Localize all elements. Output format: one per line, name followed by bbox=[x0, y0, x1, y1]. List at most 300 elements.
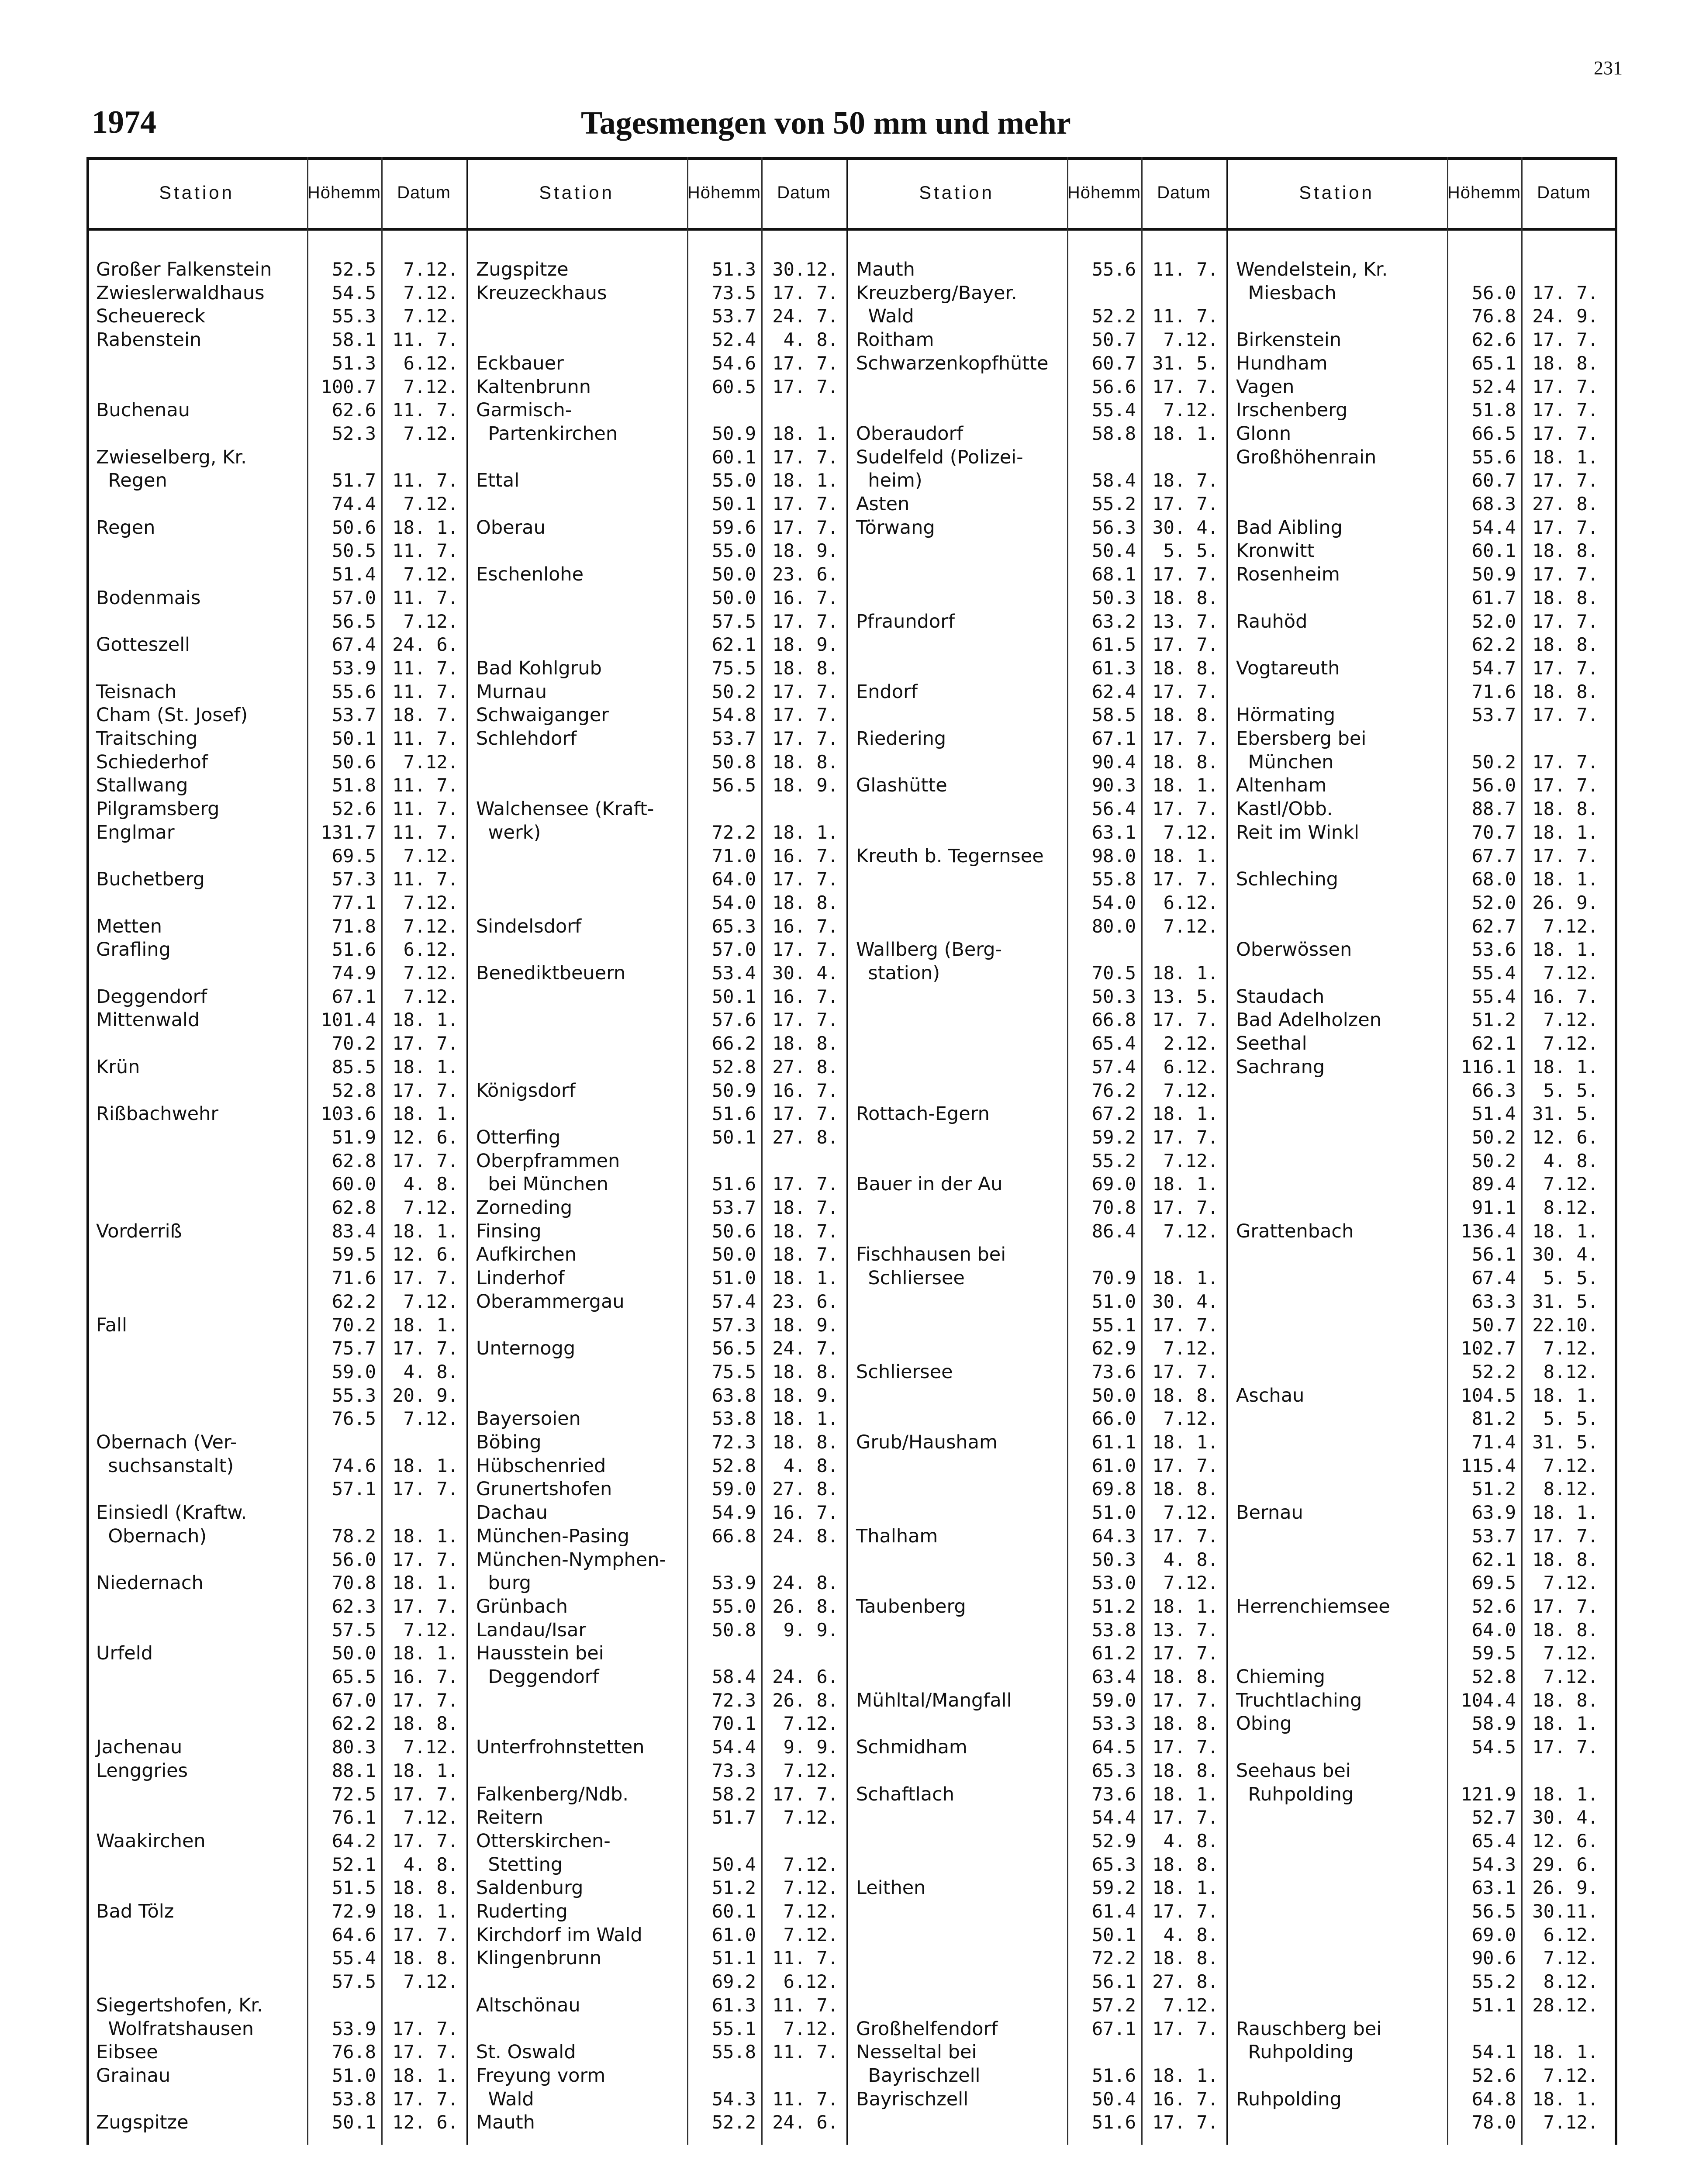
amount-mm: 68.0 bbox=[1471, 868, 1516, 890]
date: 7.12. bbox=[1163, 1150, 1219, 1171]
table-row bbox=[466, 469, 846, 492]
table-row bbox=[86, 985, 466, 1009]
header-station: Station bbox=[1299, 182, 1374, 203]
amount-mm: 62.1 bbox=[1471, 1548, 1516, 1570]
amount-mm: 58.4 bbox=[1091, 470, 1136, 491]
amount-mm: 77.1 bbox=[332, 892, 376, 913]
station-name: Aufkirchen bbox=[476, 1244, 577, 1266]
amount-mm: 136.4 bbox=[1461, 1220, 1516, 1242]
amount-mm: 81.2 bbox=[1471, 1408, 1516, 1430]
table-row bbox=[466, 1149, 846, 1173]
table-row bbox=[86, 1266, 466, 1290]
amount-mm: 69.0 bbox=[1471, 1924, 1516, 1946]
station-name: Oberaudorf bbox=[856, 422, 963, 445]
date: 7.12. bbox=[403, 493, 459, 515]
amount-mm: 73.6 bbox=[1091, 1783, 1136, 1805]
date: 11. 7. bbox=[392, 821, 459, 843]
amount-mm: 50.0 bbox=[711, 563, 756, 585]
table-row bbox=[86, 398, 466, 422]
amount-mm: 52.3 bbox=[332, 422, 376, 444]
date: 5. 5. bbox=[1543, 1267, 1599, 1289]
amount-mm: 53.9 bbox=[332, 657, 376, 679]
table-row bbox=[846, 1946, 1226, 1970]
table-row bbox=[86, 1079, 466, 1102]
table-row bbox=[1226, 891, 1606, 915]
table-row bbox=[466, 563, 846, 586]
amount-mm: 54.4 bbox=[1471, 516, 1516, 538]
date: 29. 6. bbox=[1532, 1853, 1599, 1875]
station-name: Linderhof bbox=[476, 1267, 565, 1289]
table-row bbox=[86, 1665, 466, 1689]
date: 7.12. bbox=[1163, 1220, 1219, 1242]
date: 7.12. bbox=[783, 1901, 839, 1922]
table-row bbox=[86, 1618, 466, 1642]
header-hoehe bbox=[1067, 157, 1141, 228]
table-row bbox=[1226, 1220, 1606, 1243]
date: 17. 7. bbox=[392, 1337, 459, 1359]
amount-mm: 71.0 bbox=[711, 845, 756, 867]
amount-mm: 70.2 bbox=[332, 1314, 376, 1336]
date: 18. 1. bbox=[392, 1759, 459, 1781]
station-name: Mühltal/Mangfall bbox=[856, 1689, 1012, 1711]
date: 18. 1. bbox=[1152, 1877, 1219, 1899]
station-name: Murnau bbox=[476, 681, 547, 703]
amount-mm: 59.0 bbox=[711, 1478, 756, 1500]
table-row bbox=[1226, 1595, 1606, 1618]
table-row bbox=[1226, 1079, 1606, 1102]
amount-mm: 66.5 bbox=[1471, 422, 1516, 444]
table-row bbox=[466, 258, 846, 281]
date: 18. 8. bbox=[1152, 1384, 1219, 1406]
table-row bbox=[846, 375, 1226, 399]
station-name: Böbing bbox=[476, 1431, 542, 1453]
station-name: Bauer in der Au bbox=[856, 1173, 1003, 1196]
amount-mm: 71.8 bbox=[332, 915, 376, 937]
date: 11. 7. bbox=[392, 774, 459, 796]
station-name: Leithen bbox=[856, 1877, 926, 1899]
table-row bbox=[466, 1008, 846, 1032]
table-row bbox=[86, 1900, 466, 1923]
table-row bbox=[846, 1853, 1226, 1876]
date: 18. 1. bbox=[1532, 1220, 1599, 1242]
date: 18. 8. bbox=[1152, 657, 1219, 679]
amount-mm: 62.2 bbox=[1471, 634, 1516, 656]
date: 22.10. bbox=[1532, 1314, 1599, 1336]
amount-mm: 51.8 bbox=[1471, 399, 1516, 421]
station-name: Regen bbox=[96, 516, 155, 539]
amount-mm: 51.6 bbox=[711, 1103, 756, 1125]
table-row bbox=[1226, 985, 1606, 1009]
amount-mm: 85.5 bbox=[332, 1056, 376, 1078]
date: 7.12. bbox=[1543, 2064, 1599, 2086]
date: 17. 7. bbox=[772, 681, 839, 702]
station-name: Truchtlaching bbox=[1236, 1689, 1362, 1711]
amount-mm: 65.4 bbox=[1091, 1033, 1136, 1054]
table-row bbox=[466, 422, 846, 446]
amount-mm: 59.6 bbox=[711, 516, 756, 538]
station-name: Zugspitze bbox=[476, 259, 569, 280]
date: 7.12. bbox=[403, 845, 459, 867]
table-row bbox=[86, 657, 466, 680]
amount-mm: 56.5 bbox=[1471, 1901, 1516, 1922]
amount-mm: 60.5 bbox=[711, 376, 756, 397]
table-row bbox=[846, 328, 1226, 352]
table-row bbox=[846, 1384, 1226, 1407]
amount-mm: 65.4 bbox=[1471, 1830, 1516, 1852]
station-name: Thalham bbox=[856, 1525, 938, 1547]
amount-mm: 70.8 bbox=[332, 1572, 376, 1594]
table-row bbox=[86, 539, 466, 563]
date: 18. 8. bbox=[392, 1713, 459, 1735]
table-row bbox=[1226, 1548, 1606, 1572]
table-row bbox=[1226, 1149, 1606, 1173]
date: 17. 7. bbox=[392, 1267, 459, 1289]
amount-mm: 51.6 bbox=[711, 1173, 756, 1195]
station-name: Zwieslerwaldhaus bbox=[96, 282, 265, 304]
station-name: Deggendorf bbox=[96, 985, 207, 1008]
date: 17. 7. bbox=[1532, 563, 1599, 585]
station-name: Schliersee bbox=[856, 1361, 953, 1383]
table-row bbox=[846, 1641, 1226, 1665]
amount-mm: 53.7 bbox=[711, 1197, 756, 1218]
date: 8.12. bbox=[1543, 1971, 1599, 1993]
station-name: Vagen bbox=[1236, 376, 1295, 398]
amount-mm: 59.5 bbox=[332, 1244, 376, 1265]
date: 17. 7. bbox=[772, 868, 839, 890]
amount-mm: 64.6 bbox=[332, 1924, 376, 1946]
table-row bbox=[846, 1759, 1226, 1783]
table-row bbox=[86, 1196, 466, 1220]
amount-mm: 88.7 bbox=[1471, 798, 1516, 820]
table-row bbox=[846, 703, 1226, 727]
date: 2.12. bbox=[1163, 1033, 1219, 1054]
table-row bbox=[846, 961, 1226, 985]
station-name: Buchenau bbox=[96, 399, 190, 422]
amount-mm: 65.3 bbox=[711, 915, 756, 937]
date: 18. 8. bbox=[772, 892, 839, 913]
station-name: Unterfrohnstetten bbox=[476, 1736, 645, 1759]
table-row bbox=[1226, 1641, 1606, 1665]
station-name: Ruhpolding bbox=[1236, 1783, 1354, 1805]
table-row bbox=[86, 304, 466, 328]
amount-mm: 50.0 bbox=[711, 587, 756, 608]
station-name: Reit im Winkl bbox=[1236, 821, 1359, 843]
table-row bbox=[466, 1829, 846, 1853]
station-name: Landau/Isar bbox=[476, 1619, 587, 1641]
date: 17. 7. bbox=[392, 1783, 459, 1805]
amount-mm: 57.1 bbox=[332, 1478, 376, 1500]
table-row bbox=[86, 1172, 466, 1196]
table-row bbox=[86, 610, 466, 633]
date: 17. 7. bbox=[1532, 1525, 1599, 1547]
table-row bbox=[86, 1524, 466, 1548]
date: 27. 8. bbox=[1532, 493, 1599, 515]
amount-mm: 51.4 bbox=[332, 563, 376, 585]
station-name: Otterskirchen- bbox=[476, 1830, 611, 1852]
table-row bbox=[846, 1313, 1226, 1337]
table-row bbox=[466, 398, 846, 422]
table-row bbox=[846, 1008, 1226, 1032]
date: 18. 1. bbox=[392, 1455, 459, 1476]
amount-mm: 60.0 bbox=[332, 1173, 376, 1195]
table-row bbox=[466, 1407, 846, 1431]
date: 7.12. bbox=[783, 1807, 839, 1828]
date: 7.12. bbox=[403, 282, 459, 304]
amount-mm: 64.8 bbox=[1471, 2088, 1516, 2110]
date: 18. 1. bbox=[1532, 868, 1599, 890]
date: 11. 7. bbox=[1152, 259, 1219, 280]
date: 17. 7. bbox=[1532, 1595, 1599, 1617]
table-row bbox=[846, 2087, 1226, 2111]
station-name: Ruhpolding bbox=[1236, 2041, 1354, 2063]
date: 30. 4. bbox=[1532, 1244, 1599, 1265]
date: 11. 7. bbox=[392, 728, 459, 749]
table-row bbox=[1226, 422, 1606, 446]
table-row bbox=[846, 610, 1226, 633]
table-row bbox=[846, 492, 1226, 516]
station-name: Bayrischzell bbox=[856, 2064, 981, 2087]
date: 17. 7. bbox=[1152, 1009, 1219, 1031]
table-row bbox=[466, 2087, 846, 2111]
station-name: Oberpframmen bbox=[476, 1150, 620, 1172]
date: 9. 9. bbox=[783, 1619, 839, 1641]
station-name: München-Pasing bbox=[476, 1525, 629, 1547]
table-row bbox=[1226, 1313, 1606, 1337]
amount-mm: 50.1 bbox=[711, 1126, 756, 1148]
amount-mm: 56.6 bbox=[1091, 376, 1136, 397]
table-row bbox=[1226, 1970, 1606, 1994]
table-row bbox=[846, 867, 1226, 891]
table-row bbox=[86, 1313, 466, 1337]
date: 11. 7. bbox=[392, 329, 459, 351]
amount-mm: 70.2 bbox=[332, 1033, 376, 1054]
date: 24. 6. bbox=[772, 1666, 839, 1687]
date: 16. 7. bbox=[772, 915, 839, 937]
amount-mm: 67.1 bbox=[332, 985, 376, 1007]
table-row bbox=[1226, 1243, 1606, 1266]
date: 7.12. bbox=[783, 1877, 839, 1899]
date: 18. 8. bbox=[1532, 587, 1599, 608]
table-row bbox=[1226, 1055, 1606, 1079]
table-row bbox=[1226, 1126, 1606, 1149]
amount-mm: 55.2 bbox=[1091, 1150, 1136, 1171]
table-row bbox=[846, 516, 1226, 539]
amount-mm: 52.0 bbox=[1471, 610, 1516, 632]
table-row bbox=[846, 1360, 1226, 1384]
date: 30. 4. bbox=[1532, 1807, 1599, 1828]
table-row bbox=[466, 657, 846, 680]
amount-mm: 56.5 bbox=[711, 774, 756, 796]
table-row bbox=[1226, 1735, 1606, 1759]
table-row bbox=[1226, 1689, 1606, 1712]
station-name: Teisnach bbox=[96, 681, 177, 703]
amount-mm: 70.7 bbox=[1471, 821, 1516, 843]
date: 17. 7. bbox=[392, 1830, 459, 1852]
table-row bbox=[846, 633, 1226, 657]
table-row bbox=[86, 633, 466, 657]
date: 6.12. bbox=[783, 1971, 839, 1993]
table-row bbox=[846, 1994, 1226, 2017]
header-station: Station bbox=[919, 182, 995, 203]
station-name: Buchetberg bbox=[96, 868, 205, 891]
station-name: Grainau bbox=[96, 2064, 171, 2087]
table-row bbox=[1226, 1923, 1606, 1947]
station-name: Traitsching bbox=[96, 728, 198, 750]
station-name: Großhelfendorf bbox=[856, 2018, 998, 2040]
table-row bbox=[846, 1806, 1226, 1829]
amount-mm: 55.8 bbox=[1091, 868, 1136, 890]
header-mm-label: mm bbox=[351, 183, 381, 202]
amount-mm: 58.2 bbox=[711, 1783, 756, 1805]
date: 16. 7. bbox=[772, 587, 839, 608]
date: 17. 7. bbox=[772, 704, 839, 726]
date: 18. 8. bbox=[1152, 1478, 1219, 1500]
date: 7.12. bbox=[783, 1713, 839, 1735]
table-row bbox=[1226, 2017, 1606, 2041]
table-row bbox=[466, 375, 846, 399]
table-row bbox=[466, 1735, 846, 1759]
amount-mm: 51.2 bbox=[1091, 1595, 1136, 1617]
station-name: Hausstein bei bbox=[476, 1642, 604, 1665]
amount-mm: 88.1 bbox=[332, 1759, 376, 1781]
amount-mm: 62.8 bbox=[332, 1197, 376, 1218]
station-name: Wald bbox=[476, 2088, 534, 2110]
date: 18. 7. bbox=[392, 704, 459, 726]
date: 17. 7. bbox=[1152, 1455, 1219, 1476]
table-row bbox=[1226, 938, 1606, 961]
station-name: Bad Kohlgrub bbox=[476, 657, 602, 679]
table-row bbox=[846, 1524, 1226, 1548]
date: 28.12. bbox=[1532, 1994, 1599, 2016]
table-row bbox=[1226, 1102, 1606, 1126]
station-name: bei München bbox=[476, 1173, 608, 1196]
table-row bbox=[86, 422, 466, 446]
amount-mm: 60.1 bbox=[711, 446, 756, 468]
amount-mm: 52.5 bbox=[332, 259, 376, 280]
table-row bbox=[846, 1665, 1226, 1689]
table-row bbox=[1226, 1994, 1606, 2017]
table-row bbox=[846, 1477, 1226, 1501]
date: 7.12. bbox=[1543, 1033, 1599, 1054]
date: 18. 8. bbox=[1152, 1947, 1219, 1969]
table-row bbox=[846, 985, 1226, 1009]
table-row bbox=[86, 1220, 466, 1243]
station-name: Fischhausen bei bbox=[856, 1244, 1006, 1266]
header-hoehe bbox=[1447, 157, 1521, 228]
date: 4. 8. bbox=[1163, 1548, 1219, 1570]
amount-mm: 131.7 bbox=[321, 821, 376, 843]
table-row bbox=[86, 1337, 466, 1360]
amount-mm: 66.8 bbox=[711, 1525, 756, 1547]
date: 16. 7. bbox=[772, 1502, 839, 1524]
table-row bbox=[86, 1994, 466, 2017]
date: 18. 1. bbox=[392, 1056, 459, 1078]
amount-mm: 69.8 bbox=[1091, 1478, 1136, 1500]
station-name: Schleching bbox=[1236, 868, 1338, 891]
date: 17. 7. bbox=[1152, 1525, 1219, 1547]
amount-mm: 54.0 bbox=[711, 892, 756, 913]
date: 7.12. bbox=[1163, 1408, 1219, 1430]
date: 17. 7. bbox=[1152, 1126, 1219, 1148]
station-name: station) bbox=[856, 962, 940, 984]
amount-mm: 51.2 bbox=[711, 1877, 756, 1899]
table-row bbox=[466, 2111, 846, 2134]
amount-mm: 63.4 bbox=[1091, 1666, 1136, 1687]
table-row bbox=[466, 1641, 846, 1665]
table-row bbox=[86, 1102, 466, 1126]
amount-mm: 51.9 bbox=[332, 1126, 376, 1148]
table-row bbox=[1226, 821, 1606, 844]
table-row bbox=[1226, 1712, 1606, 1735]
date: 7.12. bbox=[1163, 1337, 1219, 1359]
table-row bbox=[86, 1055, 466, 1079]
date: 27. 8. bbox=[772, 1056, 839, 1078]
table-row bbox=[846, 1407, 1226, 1431]
station-name: Schaftlach bbox=[856, 1783, 954, 1805]
table-row bbox=[846, 1055, 1226, 1079]
table-row bbox=[846, 1689, 1226, 1712]
table-row bbox=[466, 328, 846, 352]
amount-mm: 59.0 bbox=[1091, 1689, 1136, 1711]
amount-mm: 103.6 bbox=[321, 1103, 376, 1125]
column-group-1 bbox=[86, 157, 466, 2145]
date: 16. 7. bbox=[772, 1079, 839, 1101]
amount-mm: 61.4 bbox=[1091, 1901, 1136, 1922]
date: 6.12. bbox=[403, 352, 459, 374]
date: 30. 4. bbox=[1152, 1290, 1219, 1312]
table-row bbox=[846, 1243, 1226, 1266]
amount-mm: 63.2 bbox=[1091, 610, 1136, 632]
amount-mm: 63.9 bbox=[1471, 1502, 1516, 1524]
station-name: Oberwössen bbox=[1236, 939, 1352, 961]
date: 7.12. bbox=[1543, 1173, 1599, 1195]
date: 4. 8. bbox=[1163, 1830, 1219, 1852]
date: 18. 1. bbox=[1532, 939, 1599, 961]
date: 18. 1. bbox=[1152, 1783, 1219, 1805]
station-name: Glashütte bbox=[856, 774, 947, 797]
date: 18. 8. bbox=[1532, 1548, 1599, 1570]
date: 17. 7. bbox=[392, 1689, 459, 1711]
table-row bbox=[846, 774, 1226, 797]
date: 4. 8. bbox=[403, 1173, 459, 1195]
amount-mm: 53.9 bbox=[332, 2018, 376, 2039]
date: 7.12. bbox=[403, 563, 459, 585]
date: 18. 1. bbox=[1532, 2088, 1599, 2110]
table-row bbox=[86, 703, 466, 727]
amount-mm: 52.7 bbox=[1471, 1807, 1516, 1828]
date: 27. 8. bbox=[772, 1126, 839, 1148]
amount-mm: 73.3 bbox=[711, 1759, 756, 1781]
date: 7.12. bbox=[403, 962, 459, 984]
amount-mm: 58.9 bbox=[1471, 1713, 1516, 1735]
date: 17. 7. bbox=[1152, 798, 1219, 820]
date: 7.12. bbox=[1163, 1502, 1219, 1524]
date: 7.12. bbox=[783, 1759, 839, 1781]
amount-mm: 54.6 bbox=[711, 352, 756, 374]
amount-mm: 50.2 bbox=[1471, 1126, 1516, 1148]
amount-mm: 53.0 bbox=[1091, 1572, 1136, 1594]
station-name: Schwarzenkopfhütte bbox=[856, 352, 1049, 374]
date: 7.12. bbox=[403, 1408, 459, 1430]
table-row bbox=[846, 563, 1226, 586]
table-row bbox=[466, 727, 846, 750]
date: 17. 7. bbox=[392, 1548, 459, 1570]
header-datum: Datum bbox=[1157, 183, 1211, 202]
date: 12. 6. bbox=[1532, 1126, 1599, 1148]
table-row bbox=[466, 985, 846, 1009]
date: 7.12. bbox=[403, 1290, 459, 1312]
amount-mm: 60.1 bbox=[1471, 540, 1516, 562]
